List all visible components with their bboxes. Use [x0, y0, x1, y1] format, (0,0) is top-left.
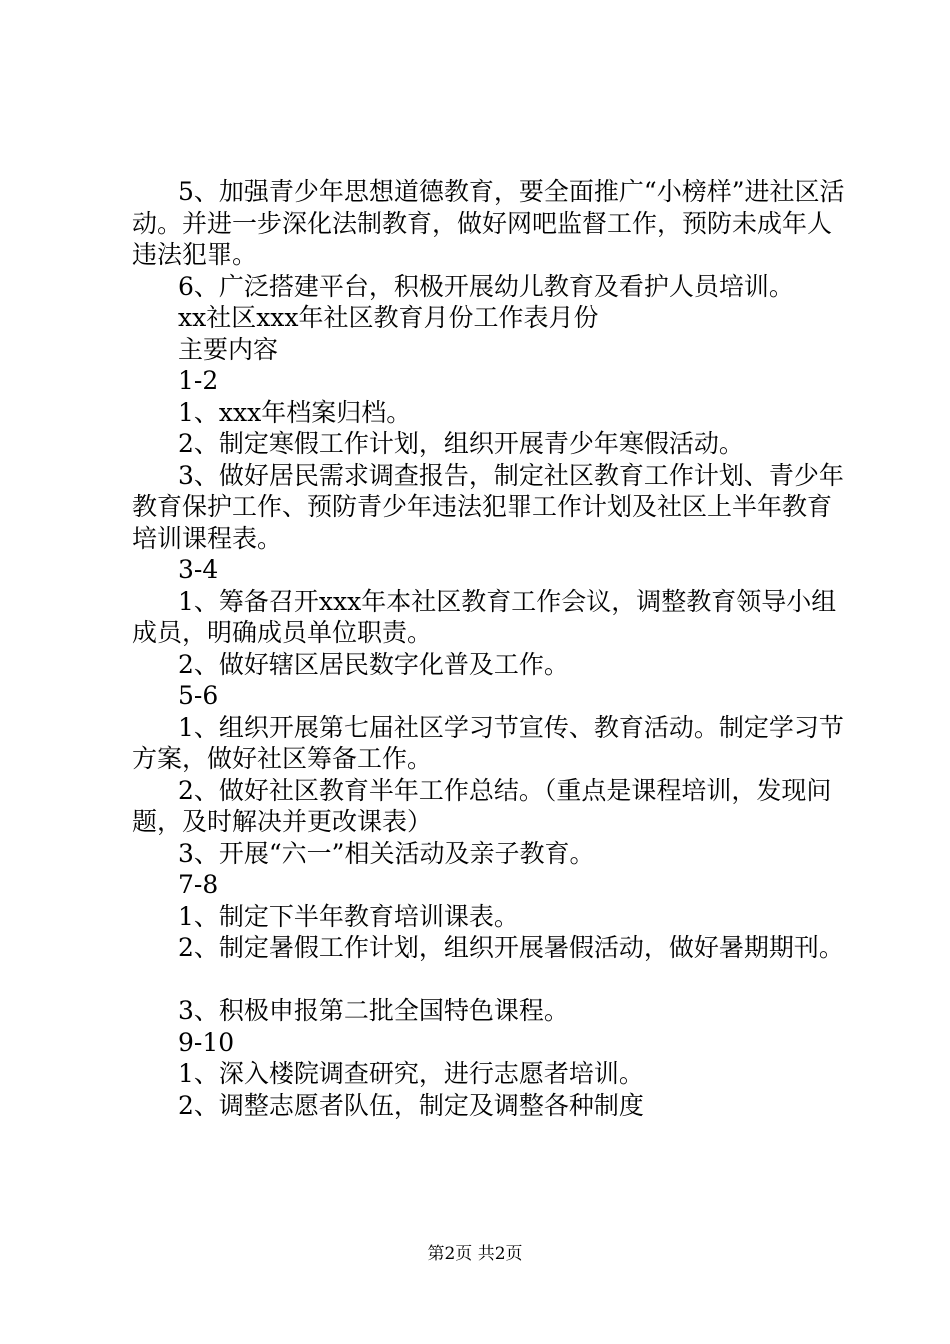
table-title: xx社区xxx年社区教育月份工作表月份 — [178, 303, 599, 332]
task-item: 3、积极申报第二批全国特色课程。 — [178, 996, 569, 1025]
task-item: 3、做好居民需求调查报告，制定社区教育工作计划、青少年教育保护工作、预防青少年违法犯罪工作计划及社区上半年教育培训课程表。 — [132, 460, 844, 553]
task-item: 2、做好辖区居民数字化普及工作。 — [178, 649, 569, 679]
table-header-content: 主要内容 — [178, 334, 279, 364]
paragraph-item-5: 5、加强青少年思想道德教育，要全面推广“小榜样”进社区活动。并进一步深化法制教育，做好网吧监督工作，预防未成年人违法犯罪。 — [132, 177, 845, 269]
task-item: 2、制定寒假工作计划，组织开展青少年寒假活动。 — [178, 429, 744, 458]
task-item: 1、深入楼院调查研究，进行志愿者培训。 — [178, 1059, 644, 1088]
month-range-9-10: 9-10 — [178, 1027, 235, 1057]
month-range-5-6: 5-6 — [178, 681, 219, 710]
document-body — [132, 176, 850, 1121]
page-footer: 第2页 共2页 — [427, 1244, 523, 1264]
task-item: 1、筹备召开xxx年本社区教育工作会议，调整教育领导小组成员，明确成员单位职责。 — [132, 586, 837, 647]
month-range-1-2: 1-2 — [178, 366, 219, 395]
task-item: 1、xxx年档案归档。 — [178, 397, 412, 427]
task-item: 2、做好社区教育半年工作总结。（重点是课程培训，发现问题，及时解决并更改课表） — [132, 775, 832, 836]
task-item: 2、制定暑假工作计划，组织开展暑假活动，做好暑期期刊。 — [178, 933, 844, 962]
paragraph-item-6: 6、广泛搭建平台，积极开展幼儿教育及看护人员培训。 — [178, 271, 794, 301]
task-item: 1、组织开展第七届社区学习节宣传、教育活动。制定学习节方案，做好社区筹备工作。 — [132, 712, 844, 773]
task-item: 3、开展“六一”相关活动及亲子教育。 — [178, 838, 595, 868]
task-item: 1、制定下半年教育培训课表。 — [178, 901, 519, 931]
month-range-7-8: 7-8 — [178, 870, 219, 899]
month-range-3-4: 3-4 — [178, 555, 219, 584]
task-item: 2、调整志愿者队伍，制定及调整各种制度 — [178, 1090, 644, 1120]
